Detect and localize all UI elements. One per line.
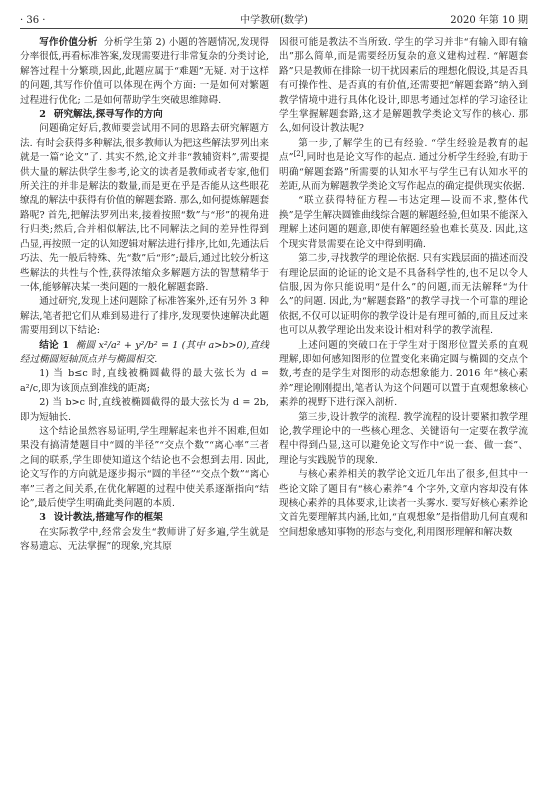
paragraph: 第二步,寻找教学的理论依据. 只有实践层面的描述而没有理论层面的论证的论文是不具备科学性的,也不足以令人信服,因为你只能说明“是什么”的问题,而无法解释“为什么”的问题. 因此,为“解题套路”的教学寻找一个可靠的理论依据,不仅可以证明你的教学设计是有理可循的,而且反过来也可以从教学理论出发来设计相对科学的教学流程. bbox=[279, 253, 528, 337]
conclusion-label: 结论 1 bbox=[39, 339, 70, 351]
paragraph: 第三步,设计教学的流程. 教学流程的设计要紧扣教学理论,教学理论中的一些核心理念、关键语句一定要在教学流程中得到凸显,这可以避免论文写作中“说一套、做一套”、理论与实践脱节的现象. bbox=[279, 411, 528, 466]
paragraph: 与核心素养相关的教学论文近几年出了很多,但其中一些论文除了题目有“核心素养”4 个字外,文章内容却没有体现核心素养的具体要求,让读者一头雾水. 要写好核心素养论文首先要理解其内涵,比如,“直观想象”是指借助几何直观和空间想象感知事物的形态与变化,利用图形理解和解决数 bbox=[279, 469, 528, 538]
section-title: 研究解法,探寻写作的方向 bbox=[53, 109, 163, 121]
paragraph bbox=[279, 137, 528, 195]
section-heading bbox=[20, 108, 269, 122]
section-title: 设计教法,搭建写作的框架 bbox=[53, 512, 163, 524]
paragraph-text: 第一步,了解学生的已有经验. “学生经验是教育的起点” bbox=[279, 137, 528, 164]
section-number: 2 bbox=[39, 109, 46, 121]
journal-issue: 2020 年第 10 期 bbox=[450, 15, 528, 26]
paragraph: “联立获得特征方程—韦达定理—设而不求,整体代换”是学生解决圆锥曲线综合题的解题经验,但如果不能深入理解上述问题的题意,即使有解题经验也难长莫及. 因此,这个现实背景需要在论文中得到明确. bbox=[279, 195, 528, 250]
citation: [2] bbox=[293, 150, 304, 159]
section-heading bbox=[20, 511, 269, 525]
conclusion-text: 椭圆 x²/a² + y²/b² = 1 (其中 a>b>0),直线经过椭圆短轴顶点并与椭圆相交. bbox=[20, 339, 270, 365]
paragraph-text: ,同时也是论文写作的起点. 通过分析学生经验,有助于明确“解题套路”所需要的认知水平与学生已有认知水平的差距,从而为解题教学类论文写作起点的确定提供现实依据. bbox=[279, 152, 529, 193]
conclusion bbox=[20, 339, 269, 368]
list-item: 2) 当 b>c 时,直线被椭圆截得的最大弦长为 d = 2b,即为短轴长. bbox=[20, 397, 269, 423]
paragraph: 因很可能是教法不当所致. 学生的学习并非“有输入即有输出”那么简单,而是需要经历复杂的意义建构过程. “解题套路”只是教师在排除一切干扰因素后的理想化假设,其是否具有可操作性、是否真的有价值,还需要把“解题套路”纳入到教学情境中进行具体化设计,即思考通过怎样的学习途径让学生掌握解题套路,这才是解题教学类论文写作的核心. 那么,如何设计教法呢? bbox=[279, 37, 528, 135]
section-number: 3 bbox=[39, 512, 46, 524]
left-column bbox=[20, 36, 269, 555]
page-number: · 36 · bbox=[20, 15, 46, 26]
journal-title: 中学教研(数学) bbox=[240, 15, 308, 26]
run-in-heading: 写作价值分析 bbox=[39, 37, 98, 48]
paragraph: 通过研究,发现上述问题除了标准答案外,还有另外 3 种解法,笔者把它们从难到易进行了排序,发现要快速解决此题需要用到以下结论: bbox=[20, 296, 269, 337]
page-header bbox=[20, 8, 528, 29]
paragraph-text: 分析学生第 2) 小题的答题情况,发现得分率很低,再看标准答案,发现需要进行非常复杂的分类讨论,解答过程十分繁琐,因此,此题应属于“难题”无疑. 对于这样的问题,其写作价值可以体现在两个方面: 一是如何对繁题过程进行优化; 二是如何帮助学生突破思维障碍. bbox=[20, 37, 269, 106]
paragraph: 这个结论虽然容易证明,学生理解起来也并不困难,但如果没有搞清楚题目中“圆的半径”“交点个数”“离心率”三者之间的联系,学生即使知道这个结论也不会想到去用. 因此,论文写作的方向就是逐步揭示“圆的半径”“交点个数”“离心率”三者之间关系,在优化解题的过程中使关系逐渐指向“结论”,最后使学生明确此类问题的本质. bbox=[20, 425, 269, 509]
paragraph: 问题确定好后,教师要尝试用不同的思路去研究解题方法. 有时会获得多种解法,很多教师认为把这些解法罗列出来就是一篇“论文”了. 其实不然,论文并非“教辅资料”,需要提供大量的解法供学生参考,论文的读者是教师或者专家,他们所关注的并非是解法的数量,而是更在乎是否能从这些眼花缭乱的解法中获得有价值的解题套路. 那么,如何提炼解题套路呢? 首先,把解法罗列出来,接着按照“数”与“形”的视角进行归类;然后,合并相似解法,比不同解法之间的差异性得到凸显,再按照一定的认知逻辑对解法进行排序,比如,先通法后巧法、先一般后特殊、先“数”后“形”;最后,通过比较分析这些解法的共性与个性,获得浓缩众多解题方法的智慧精华于一体,能够解决某一类问题的一般化解题套路. bbox=[20, 123, 269, 293]
paragraph bbox=[20, 36, 269, 108]
paragraph: 上述问题的突破口在于学生对于图形位置关系的直观理解,即如何感知图形的位置变化来确定圆与椭圆的交点个数,考查的是学生对图形的动态想象能力. 2016 年“核心素养”理论刚刚提出,笔者认为这个问题可以置于直观想象核心素养的视野下进行深入剖析. bbox=[279, 339, 528, 409]
right-column bbox=[279, 36, 528, 540]
list-item: 1) 当 b≤c 时,直线被椭圆截得的最大弦长为 d = a²/c,即为该顶点到准线的距离; bbox=[20, 368, 269, 394]
paragraph: 在实际教学中,经常会发生“教师讲了好多遍,学生就是容易遗忘、无法掌握”的现象,究其原 bbox=[20, 526, 269, 553]
